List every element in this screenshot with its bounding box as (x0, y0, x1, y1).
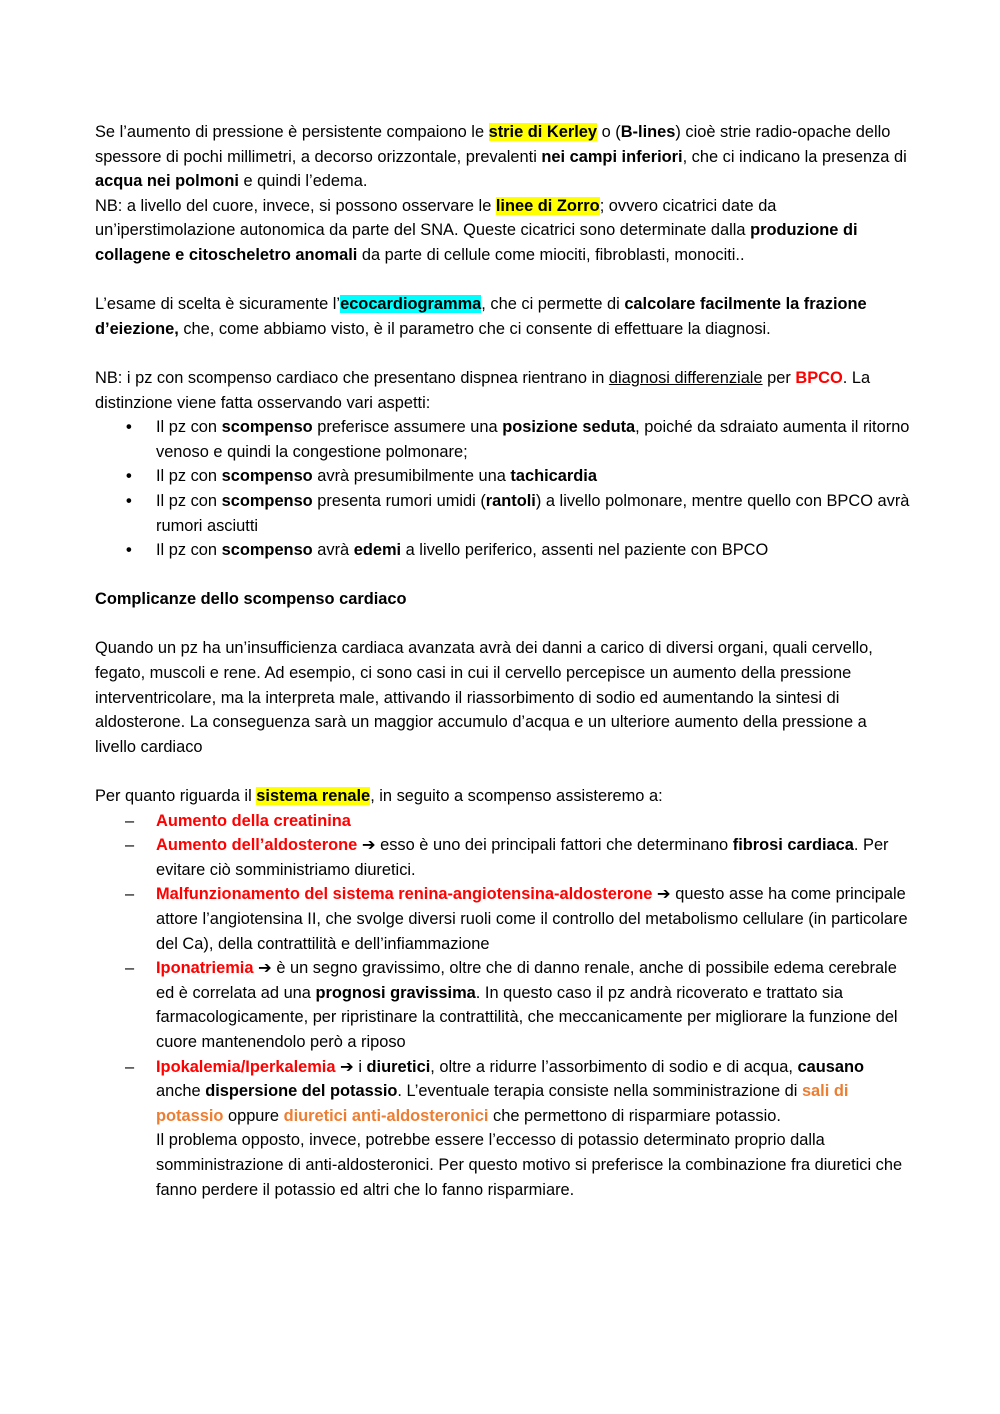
highlight-linee-zorro: linee di Zorro (495, 196, 600, 215)
text: ; ovvero cicatrici date da un’iperstimolazione autonomica da parte del SNA. Queste cicatrici sono determinate dalla (95, 196, 777, 240)
text: . La distinzione viene fatta osservando vari aspetti: (95, 368, 871, 412)
list-item-creatinina: – Aumento della creatinina (95, 809, 910, 834)
text: o ( (597, 123, 621, 141)
bold-frazione-eiezione: calcolare facilmente la frazione d’eiezione, (95, 295, 867, 338)
highlight-ecocardiogramma: ecocardiogramma (340, 295, 482, 314)
text: per (762, 368, 796, 387)
list-item-aldosterone: – Aumento dell’aldosterone ➔ esso è uno dei principali fattori che determinano fibrosi cardiaca. Per evitare ciò somministriamo diuretici. (95, 833, 910, 882)
list-item: • Il pz con scompenso avrà presumibilmente una tachicardia (95, 464, 910, 489)
list-item-raas: – Malfunzionamento del sistema renina-angiotensina-aldosterone ➔ questo asse ha come principale attore l’angiotensina II, che svolge diversi ruoli come il controllo del metabolismo cellulare (in particolare del Ca), della contrattilità e dell’infiammazione (95, 882, 910, 956)
paragraph-bpco (95, 366, 910, 415)
text: da parte di cellule come miociti, fibroblasti, monociti.. (357, 245, 745, 264)
list-item-iponatriemia: – Iponatriemia ➔ è un segno gravissimo, oltre che di danno renale, anche di possibile edema cerebrale ed è correlata ad una prognosi gravissima. In questo caso il pz andrà ricoverato e trattato sia farmacologicamente, per ripristinare la contrattilità, che meccanicamente per migliorare la funzione del cuore mantenendolo però a riposo (95, 956, 910, 1054)
paragraph-sistema-renale (95, 784, 910, 809)
list-item: • Il pz con scompenso preferisce assumere una posizione seduta, poiché da sdraiato aumenta il ritorno venoso e quindi la congestione polmonare; (95, 415, 910, 464)
text: , in seguito a scompenso assisteremo a: (370, 787, 663, 806)
bullet-list (95, 415, 910, 563)
paragraph-complicanze: Quando un pz ha un’insufficienza cardiaca avanzata avrà dei danni a carico di diversi organi, quali cervello, fegato, muscoli e rene. Ad esempio, ci sono casi in cui il cervello percepisce un aumento della pressione interventricolare, ma la interpreta male, attivando il riassorbimento di sodio ed aumentando la sintesi di aldosterone. La conseguenza sarà un maggior accumulo d’acqua e un ulteriore aumento della pressione a livello cardiaco (95, 639, 873, 756)
paragraph-eccesso-potassio: Il problema opposto, invece, potrebbe essere l’eccesso di potassio determinato proprio dalla somministrazione di anti-aldosteronici. Per questo motivo si preferisce la combinazione fra diuretici che fanno perdere il potassio ed altri che lo fanno risparmiare. (156, 1131, 903, 1199)
underline-diagnosi-differenziale: diagnosi differenziale (608, 368, 763, 387)
text: NB: i pz con scompenso cardiaco che presentano dispnea rientrano in (95, 368, 609, 387)
list-item: • Il pz con scompenso presenta rumori umidi (rantoli) a livello polmonare, mentre quello con BPCO avrà rumori asciutti (95, 489, 910, 538)
orange-sali-potassio: sali di potassio (156, 1082, 849, 1125)
text: , che ci indicano la presenza di (682, 147, 907, 166)
paragraph-zorro (95, 194, 910, 268)
text: Per quanto riguarda il (95, 787, 257, 806)
text: L’esame di scelta è sicuramente l’ (95, 295, 341, 314)
arrow-right-icon: ➔ (340, 1057, 354, 1076)
bold-campi-inferiori: nei campi inferiori (541, 147, 683, 166)
text: Se l’aumento di pressione è persistente compaiono le (95, 123, 489, 141)
bold-produzione-collagene: produzione di collagene e citoscheletro anomali (95, 221, 858, 264)
text: e quindi l’edema. (238, 172, 368, 191)
document-page (95, 120, 910, 1202)
paragraph-ecocardiogramma (95, 292, 910, 341)
text: , che ci permette di (481, 295, 625, 314)
highlight-sistema-renale: sistema renale (256, 787, 371, 806)
list-item-kalemia: – Ipokalemia/Iperkalemia ➔ i diuretici, oltre a ridurre l’assorbimento di sodio e di acqua, causano anche dispersione del potassio. L’eventuale terapia consiste nella somministrazione di sali di potassio oppure diuretici anti-aldosteronici che permettono di risparmiare potassio. Il problema opposto, invece, potrebbe essere l’eccesso di potassio determinato proprio dalla somministrazione di anti-aldosteronici. Per questo motivo si preferisce la combinazione fra diuretici che fanno perdere il potassio ed altri che lo fanno risparmiare. (95, 1055, 910, 1203)
text: ) cioè strie radio-opache dello spessore di pochi millimetri, a decorso orizzontale, prevalenti (95, 123, 891, 166)
red-bpco: BPCO (795, 368, 843, 387)
section-heading: Complicanze dello scompenso cardiaco (95, 590, 407, 609)
paragraph-kerley (95, 120, 910, 194)
highlight-strie-kerley: strie di Kerley (488, 123, 598, 141)
arrow-right-icon: ➔ (656, 885, 671, 904)
arrow-right-icon: ➔ (258, 959, 272, 978)
list-item: • Il pz con scompenso avrà edemi a livello periferico, assenti nel paziente con BPCO (95, 538, 910, 563)
bold-b-lines: B-lines (620, 123, 676, 141)
bold-acqua-polmoni: acqua nei polmoni (95, 172, 239, 191)
text: NB: a livello del cuore, invece, si possono osservare le (95, 196, 496, 215)
text: che, come abbiamo visto, è il parametro che ci consente di effettuare la diagnosi. (178, 319, 771, 338)
arrow-right-icon: ➔ (361, 836, 376, 855)
orange-diuretici-anti-aldosteronici: diuretici anti-aldosteronici (283, 1106, 489, 1125)
dash-list (95, 809, 910, 1203)
